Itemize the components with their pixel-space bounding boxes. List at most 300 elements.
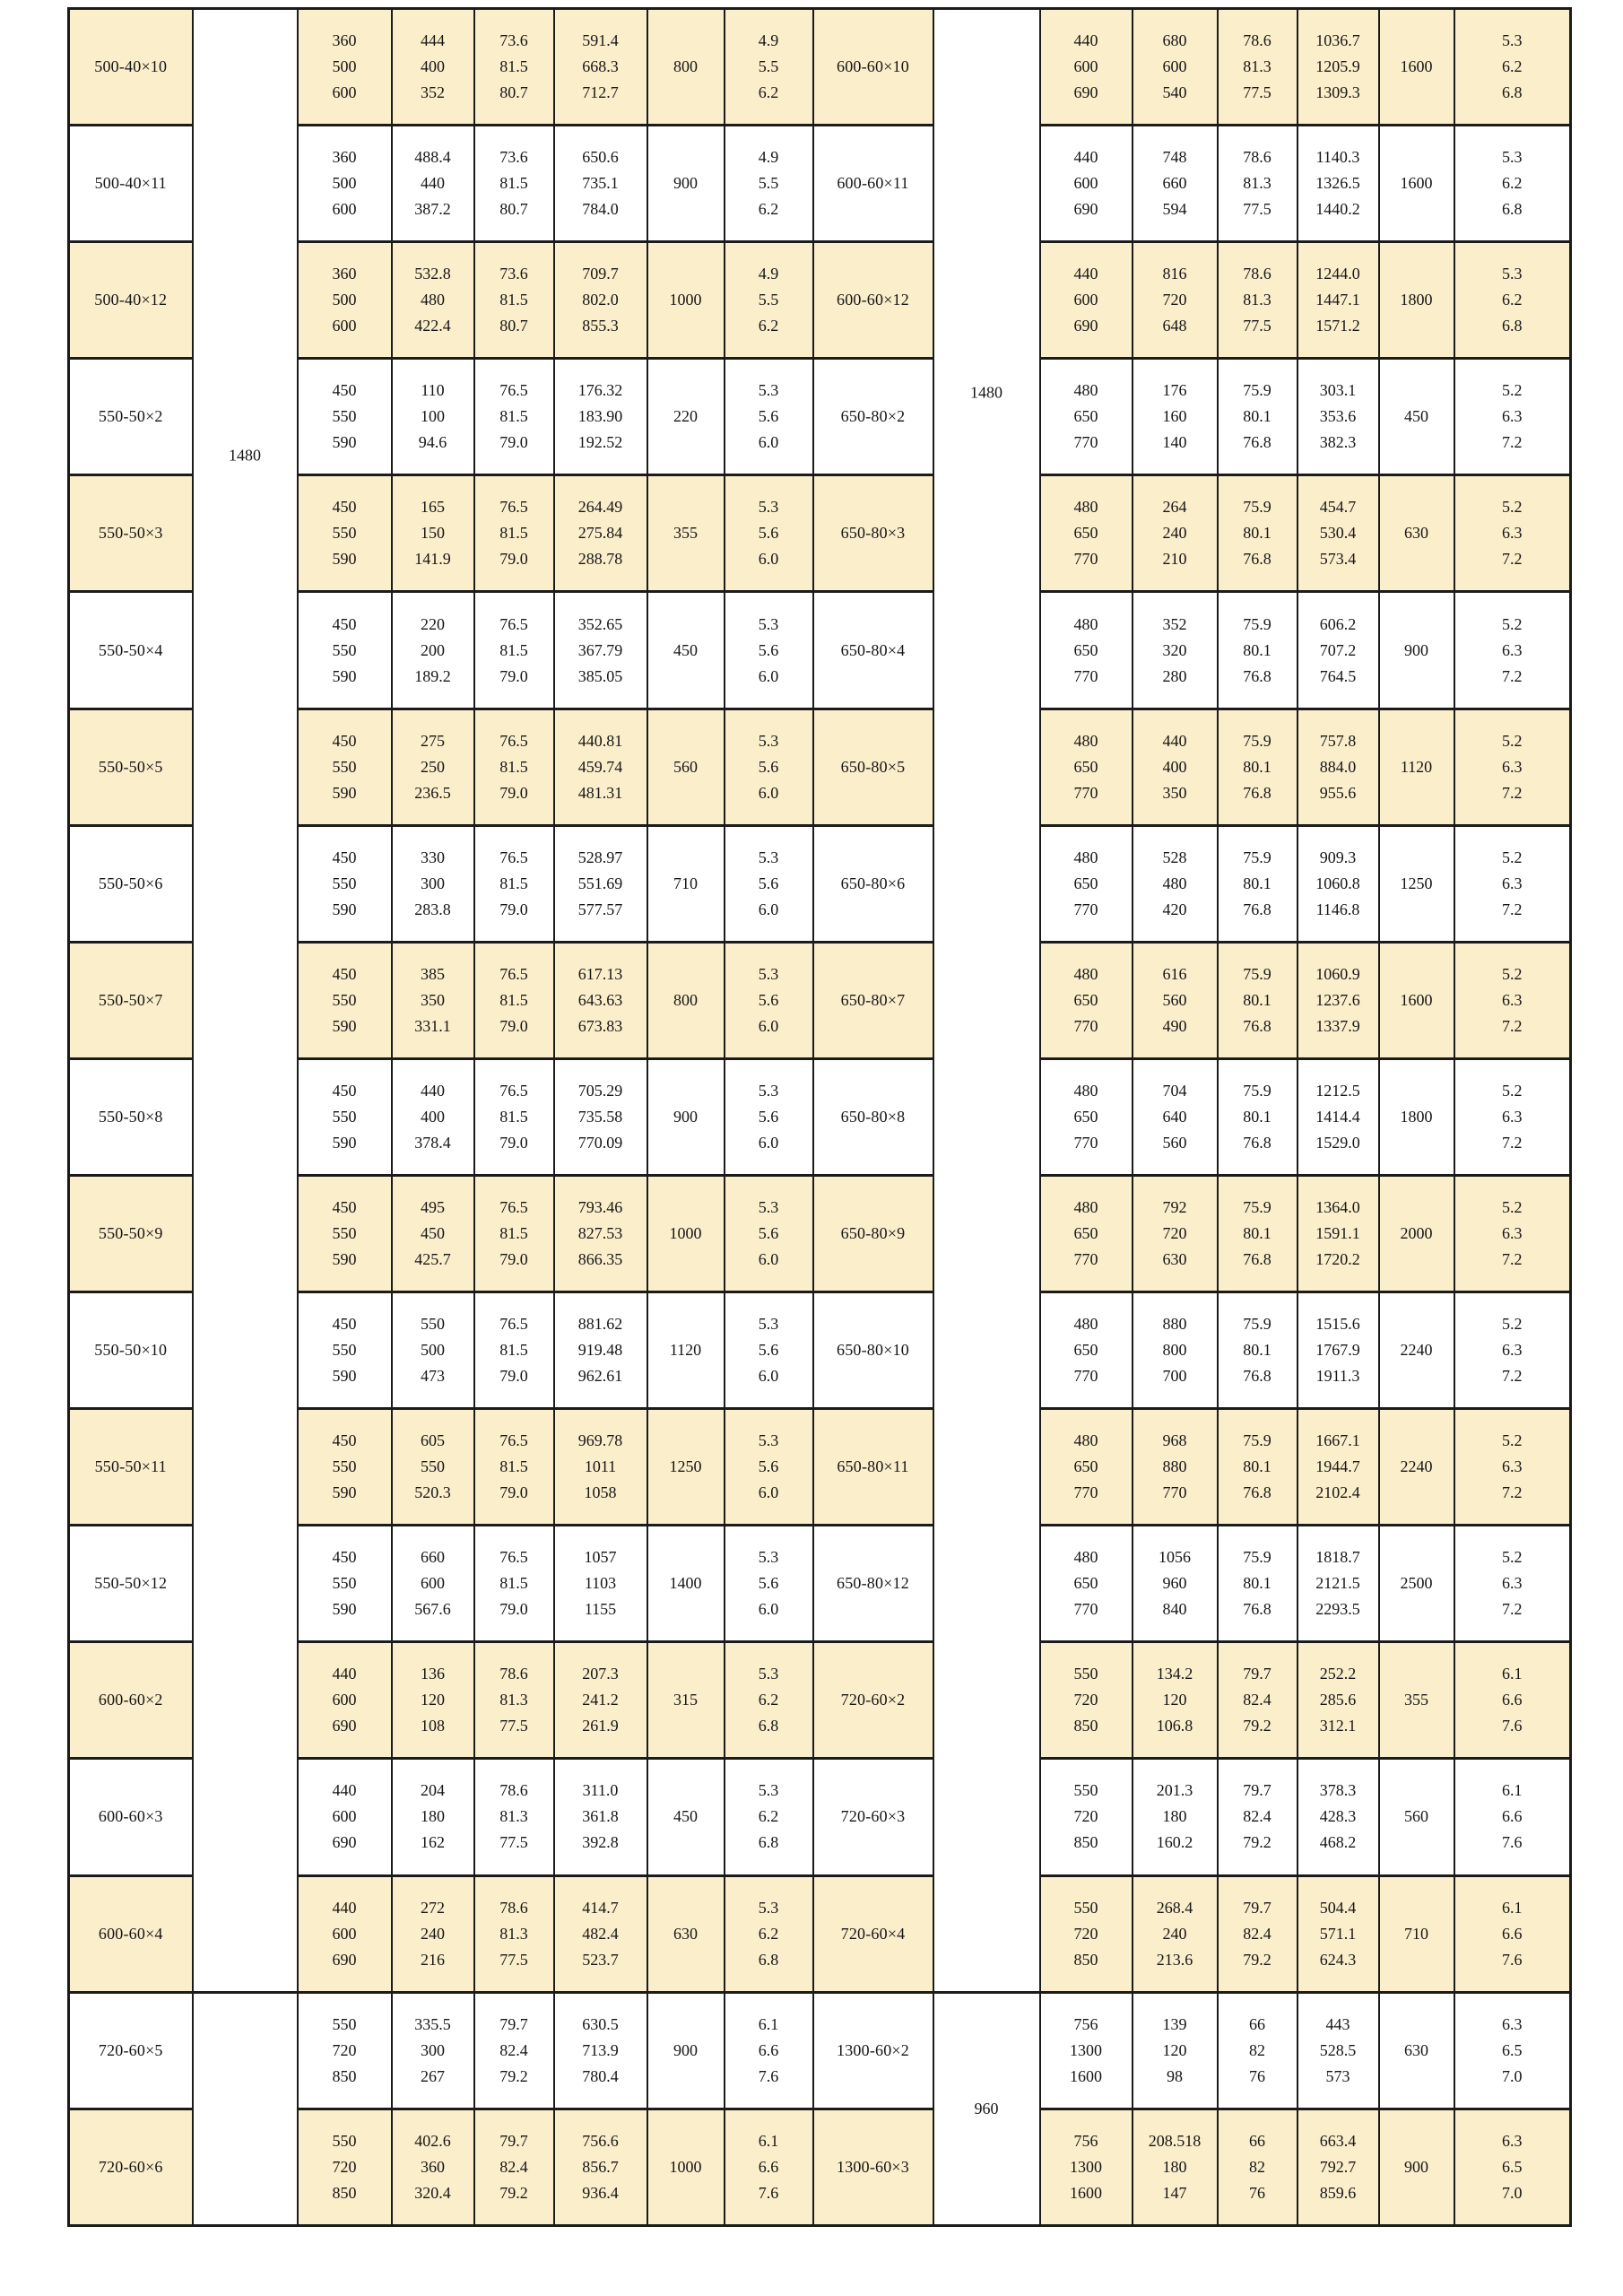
data-value: 79.0 bbox=[499, 433, 528, 452]
data-value: 1011 bbox=[584, 1457, 617, 1476]
data-value: 98 bbox=[1167, 2066, 1183, 2085]
data-cell-left-2 bbox=[474, 126, 554, 242]
data-cell-left-3 bbox=[554, 1642, 647, 1759]
model-cell-left: 600-60×4 bbox=[69, 1875, 193, 1992]
data-value: 480 bbox=[1073, 614, 1098, 633]
data-value: 5.2 bbox=[1502, 1431, 1523, 1450]
data-value: 5.3 bbox=[758, 964, 779, 983]
data-cell-left-2 bbox=[474, 242, 554, 359]
data-value: 560 bbox=[1162, 1133, 1187, 1152]
data-value: 165 bbox=[421, 498, 445, 517]
data-cell-right-4 bbox=[1454, 9, 1571, 126]
data-cell-right-0 bbox=[1040, 1058, 1133, 1175]
single-value-cell-left: 1250 bbox=[647, 1409, 725, 1526]
data-value: 443 bbox=[1325, 2014, 1350, 2033]
data-value: 1720.2 bbox=[1315, 1249, 1360, 1268]
data-value: 76.5 bbox=[499, 1548, 528, 1567]
data-cell-left-1 bbox=[392, 2109, 474, 2225]
model-cell-right: 600-60×10 bbox=[813, 9, 933, 126]
data-value: 528.97 bbox=[577, 848, 623, 866]
data-cell-left-2 bbox=[474, 1175, 554, 1292]
data-value: 4.9 bbox=[758, 148, 779, 167]
data-cell-left-0 bbox=[298, 1875, 392, 1992]
data-value: 640 bbox=[1162, 1107, 1187, 1126]
data-cell-right-0 bbox=[1040, 242, 1133, 359]
model-cell-right: 1300-60×2 bbox=[813, 1992, 933, 2109]
data-value: 78.6 bbox=[1243, 265, 1271, 283]
data-value: 450 bbox=[332, 1081, 357, 1100]
model-cell-right: 650-80×6 bbox=[813, 825, 933, 942]
single-value-cell-left: 710 bbox=[647, 825, 725, 942]
data-value: 530.4 bbox=[1319, 524, 1357, 543]
speed-label-right-top: 1480 bbox=[970, 383, 1002, 402]
data-value: 275 bbox=[421, 731, 445, 750]
data-value: 650 bbox=[1073, 1457, 1098, 1476]
data-value: 5.3 bbox=[758, 848, 779, 866]
data-value: 6.1 bbox=[1502, 1898, 1523, 1917]
data-value: 1036.7 bbox=[1315, 31, 1360, 50]
data-value: 600 bbox=[1073, 174, 1098, 193]
data-value: 1212.5 bbox=[1315, 1081, 1360, 1100]
data-cell-right-3 bbox=[1298, 1058, 1379, 1175]
data-value: 735.1 bbox=[582, 174, 619, 193]
data-value: 495 bbox=[421, 1197, 445, 1216]
data-value: 73.6 bbox=[499, 31, 528, 50]
data-value: 856.7 bbox=[582, 2157, 619, 2176]
data-value: 866.35 bbox=[577, 1249, 623, 1268]
data-value: 7.2 bbox=[1502, 433, 1523, 452]
data-value: 2102.4 bbox=[1315, 1483, 1360, 1502]
model-cell-left: 550-50×6 bbox=[69, 825, 193, 942]
data-value: 480 bbox=[1073, 1431, 1098, 1450]
data-value: 450 bbox=[332, 731, 357, 750]
data-value: 141.9 bbox=[414, 550, 451, 569]
model-cell-right: 650-80×2 bbox=[813, 359, 933, 475]
data-cell-right-0 bbox=[1040, 825, 1133, 942]
data-cell-left-2 bbox=[474, 1642, 554, 1759]
data-value: 480 bbox=[1162, 874, 1187, 892]
data-value: 440 bbox=[1073, 148, 1098, 167]
data-value: 1944.7 bbox=[1315, 1457, 1360, 1476]
data-value: 7.6 bbox=[758, 2183, 779, 2202]
data-value: 7.0 bbox=[1502, 2066, 1523, 2085]
data-value: 770 bbox=[1073, 666, 1098, 685]
data-value: 1414.4 bbox=[1315, 1107, 1360, 1126]
data-value: 78.6 bbox=[499, 1665, 528, 1683]
data-value: 5.5 bbox=[758, 57, 779, 76]
data-cell-right-2 bbox=[1218, 475, 1298, 592]
data-value: 792 bbox=[1162, 1197, 1187, 1216]
data-value: 480 bbox=[1073, 731, 1098, 750]
data-value: 360 bbox=[332, 31, 357, 50]
data-value: 550 bbox=[332, 990, 357, 1009]
data-value: 6.6 bbox=[758, 2157, 779, 2176]
data-cell-left-2 bbox=[474, 9, 554, 126]
data-value: 6.3 bbox=[1502, 1223, 1523, 1242]
single-value-cell-right: 630 bbox=[1379, 475, 1454, 592]
data-cell-left-3 bbox=[554, 592, 647, 709]
data-value: 650 bbox=[1073, 874, 1098, 892]
data-value: 240 bbox=[1162, 524, 1187, 543]
data-value: 100 bbox=[421, 407, 445, 426]
data-cell-left-4 bbox=[725, 1409, 813, 1526]
data-value: 840 bbox=[1162, 1600, 1187, 1619]
data-value: 81.3 bbox=[499, 1691, 528, 1709]
data-value: 590 bbox=[332, 433, 357, 452]
data-value: 6.0 bbox=[758, 1600, 779, 1619]
model-cell-left: 550-50×2 bbox=[69, 359, 193, 475]
data-value: 79.2 bbox=[1243, 1950, 1271, 1969]
data-cell-left-4 bbox=[725, 9, 813, 126]
data-value: 1155 bbox=[584, 1600, 617, 1619]
data-value: 1244.0 bbox=[1315, 265, 1360, 283]
single-value-cell-right: 2500 bbox=[1379, 1526, 1454, 1642]
data-value: 81.5 bbox=[499, 291, 528, 309]
data-value: 650 bbox=[1073, 524, 1098, 543]
data-value: 909.3 bbox=[1319, 848, 1357, 866]
data-cell-left-2 bbox=[474, 2109, 554, 2225]
data-cell-right-2 bbox=[1218, 126, 1298, 242]
data-cell-left-0 bbox=[298, 1292, 392, 1409]
single-value-cell-left: 900 bbox=[647, 126, 725, 242]
data-value: 79.0 bbox=[499, 666, 528, 685]
data-cell-left-1 bbox=[392, 359, 474, 475]
data-value: 488.4 bbox=[414, 148, 451, 167]
model-cell-right: 720-60×4 bbox=[813, 1875, 933, 1992]
data-cell-left-1 bbox=[392, 592, 474, 709]
data-value: 75.9 bbox=[1243, 1081, 1271, 1100]
data-value: 560 bbox=[1162, 990, 1187, 1009]
data-value: 1529.0 bbox=[1315, 1133, 1360, 1152]
single-value-cell-right: 355 bbox=[1379, 1642, 1454, 1759]
data-value: 6.3 bbox=[1502, 2131, 1523, 2150]
data-value: 850 bbox=[332, 2183, 357, 2202]
data-value: 668.3 bbox=[582, 57, 619, 76]
data-value: 76.8 bbox=[1243, 433, 1271, 452]
data-value: 80.7 bbox=[499, 200, 528, 219]
data-value: 780.4 bbox=[582, 2066, 619, 2085]
data-cell-right-0 bbox=[1040, 1992, 1133, 2109]
data-cell-left-1 bbox=[392, 1759, 474, 1875]
data-value: 880 bbox=[1162, 1315, 1187, 1334]
data-cell-right-3 bbox=[1298, 359, 1379, 475]
data-value: 573 bbox=[1325, 2066, 1350, 2085]
model-cell-left: 550-50×8 bbox=[69, 1058, 193, 1175]
data-value: 6.1 bbox=[1502, 1665, 1523, 1683]
data-cell-right-4 bbox=[1454, 2109, 1571, 2225]
data-value: 827.53 bbox=[577, 1223, 623, 1242]
data-value: 81.5 bbox=[499, 57, 528, 76]
data-value: 590 bbox=[332, 1483, 357, 1502]
model-cell-right: 650-80×5 bbox=[813, 709, 933, 825]
single-value-cell-right: 2240 bbox=[1379, 1409, 1454, 1526]
data-value: 550 bbox=[332, 2131, 357, 2150]
single-value-cell-right: 1600 bbox=[1379, 942, 1454, 1058]
data-value: 6.3 bbox=[1502, 1457, 1523, 1476]
data-value: 236.5 bbox=[414, 783, 451, 802]
data-value: 968 bbox=[1162, 1431, 1187, 1450]
data-cell-left-3 bbox=[554, 9, 647, 126]
data-value: 606.2 bbox=[1319, 614, 1357, 633]
data-value: 422.4 bbox=[414, 317, 451, 335]
data-value: 136 bbox=[421, 1665, 445, 1683]
data-cell-right-0 bbox=[1040, 359, 1133, 475]
data-value: 108 bbox=[421, 1717, 445, 1735]
data-value: 385.05 bbox=[577, 666, 623, 685]
data-value: 275.84 bbox=[577, 524, 623, 543]
data-value: 80.1 bbox=[1243, 524, 1271, 543]
single-value-cell-left: 630 bbox=[647, 1875, 725, 1992]
data-value: 79.0 bbox=[499, 1367, 528, 1386]
data-value: 6.1 bbox=[1502, 1781, 1523, 1800]
data-value: 162 bbox=[421, 1833, 445, 1852]
data-value: 6.2 bbox=[758, 317, 779, 335]
data-value: 320 bbox=[1162, 640, 1187, 659]
data-cell-right-2 bbox=[1218, 2109, 1298, 2225]
data-cell-left-3 bbox=[554, 1526, 647, 1642]
data-value: 859.6 bbox=[1319, 2183, 1357, 2202]
data-value: 134.2 bbox=[1156, 1665, 1193, 1683]
data-value: 770 bbox=[1073, 1249, 1098, 1268]
data-value: 600 bbox=[332, 317, 357, 335]
data-cell-right-3 bbox=[1298, 126, 1379, 242]
data-value: 78.6 bbox=[499, 1898, 528, 1917]
data-value: 176 bbox=[1162, 381, 1187, 400]
data-value: 82.4 bbox=[499, 2157, 528, 2176]
data-value: 605 bbox=[421, 1431, 445, 1450]
data-value: 106.8 bbox=[1156, 1717, 1193, 1735]
data-value: 7.2 bbox=[1502, 1600, 1523, 1619]
data-value: 352 bbox=[1162, 614, 1187, 633]
data-value: 6.0 bbox=[758, 783, 779, 802]
single-value-cell-right: 1800 bbox=[1379, 1058, 1454, 1175]
data-value: 591.4 bbox=[582, 31, 619, 50]
data-value: 7.2 bbox=[1502, 666, 1523, 685]
data-value: 210 bbox=[1162, 550, 1187, 569]
data-value: 80.7 bbox=[499, 83, 528, 102]
data-value: 573.4 bbox=[1319, 550, 1357, 569]
data-cell-right-3 bbox=[1298, 825, 1379, 942]
single-value-cell-right: 450 bbox=[1379, 359, 1454, 475]
data-value: 480 bbox=[1073, 1315, 1098, 1334]
data-value: 350 bbox=[1162, 783, 1187, 802]
data-value: 180 bbox=[1162, 2157, 1187, 2176]
model-cell-left: 500-40×10 bbox=[69, 9, 193, 126]
data-cell-right-1 bbox=[1133, 126, 1218, 242]
data-value: 5.6 bbox=[758, 874, 779, 892]
data-value: 77.5 bbox=[1243, 317, 1271, 335]
data-value: 76.8 bbox=[1243, 1249, 1271, 1268]
data-value: 81.5 bbox=[499, 1223, 528, 1242]
data-value: 6.8 bbox=[1502, 200, 1523, 219]
data-value: 75.9 bbox=[1243, 1315, 1271, 1334]
data-value: 500 bbox=[332, 291, 357, 309]
data-value: 490 bbox=[1162, 1016, 1187, 1035]
data-cell-right-1 bbox=[1133, 709, 1218, 825]
data-value: 473 bbox=[421, 1367, 445, 1386]
data-value: 660 bbox=[421, 1548, 445, 1567]
data-value: 400 bbox=[1162, 757, 1187, 776]
data-value: 147 bbox=[1162, 2183, 1187, 2202]
data-cell-left-2 bbox=[474, 1992, 554, 2109]
data-cell-left-4 bbox=[725, 242, 813, 359]
data-cell-right-0 bbox=[1040, 1526, 1133, 1642]
data-value: 320.4 bbox=[414, 2183, 451, 2202]
data-cell-right-4 bbox=[1454, 1642, 1571, 1759]
data-value: 352 bbox=[421, 83, 445, 102]
data-cell-left-3 bbox=[554, 1409, 647, 1526]
single-value-cell-right: 900 bbox=[1379, 592, 1454, 709]
data-value: 5.6 bbox=[758, 757, 779, 776]
data-value: 504.4 bbox=[1319, 1898, 1357, 1917]
data-value: 76.5 bbox=[499, 1197, 528, 1216]
data-value: 6.3 bbox=[1502, 1574, 1523, 1593]
single-value-cell-left: 450 bbox=[647, 592, 725, 709]
data-value: 5.3 bbox=[758, 1781, 779, 1800]
data-value: 770 bbox=[1162, 1483, 1187, 1502]
model-cell-left: 550-50×11 bbox=[69, 1409, 193, 1526]
single-value-cell-right: 1600 bbox=[1379, 9, 1454, 126]
data-value: 481.31 bbox=[577, 783, 623, 802]
data-value: 81.5 bbox=[499, 1574, 528, 1593]
data-cell-left-4 bbox=[725, 825, 813, 942]
data-value: 331.1 bbox=[414, 1016, 451, 1035]
data-value: 7.6 bbox=[1502, 1833, 1523, 1852]
data-cell-left-0 bbox=[298, 592, 392, 709]
data-value: 350 bbox=[421, 990, 445, 1009]
data-value: 590 bbox=[332, 1600, 357, 1619]
data-value: 720 bbox=[1073, 1807, 1098, 1826]
data-value: 5.2 bbox=[1502, 1315, 1523, 1334]
data-value: 79.2 bbox=[1243, 1717, 1271, 1735]
data-value: 450 bbox=[332, 1548, 357, 1567]
data-value: 7.2 bbox=[1502, 1249, 1523, 1268]
data-value: 784.0 bbox=[582, 200, 619, 219]
data-value: 79.0 bbox=[499, 1249, 528, 1268]
single-value-cell-left: 1400 bbox=[647, 1526, 725, 1642]
data-value: 712.7 bbox=[582, 83, 619, 102]
data-value: 567.6 bbox=[414, 1600, 451, 1619]
data-value: 75.9 bbox=[1243, 1431, 1271, 1450]
data-value: 550 bbox=[332, 757, 357, 776]
model-cell-left: 550-50×7 bbox=[69, 942, 193, 1058]
data-value: 6.2 bbox=[1502, 291, 1523, 309]
data-value: 7.2 bbox=[1502, 1133, 1523, 1152]
data-value: 6.8 bbox=[758, 1717, 779, 1735]
data-value: 6.2 bbox=[758, 1924, 779, 1943]
data-cell-right-2 bbox=[1218, 1058, 1298, 1175]
data-cell-left-1 bbox=[392, 1292, 474, 1409]
data-value: 6.0 bbox=[758, 1483, 779, 1502]
data-value: 6.8 bbox=[758, 1833, 779, 1852]
data-value: 6.3 bbox=[1502, 874, 1523, 892]
data-value: 480 bbox=[1073, 1548, 1098, 1567]
data-value: 220 bbox=[421, 614, 445, 633]
model-cell-left: 550-50×4 bbox=[69, 592, 193, 709]
data-value: 79.0 bbox=[499, 1483, 528, 1502]
single-value-cell-right: 2240 bbox=[1379, 1292, 1454, 1409]
data-cell-left-0 bbox=[298, 709, 392, 825]
data-value: 264 bbox=[1162, 498, 1187, 517]
data-cell-right-2 bbox=[1218, 9, 1298, 126]
data-cell-right-3 bbox=[1298, 1992, 1379, 2109]
data-value: 6.3 bbox=[1502, 757, 1523, 776]
data-value: 5.2 bbox=[1502, 381, 1523, 400]
data-cell-left-3 bbox=[554, 2109, 647, 2225]
data-value: 520.3 bbox=[414, 1483, 451, 1502]
data-value: 81.5 bbox=[499, 757, 528, 776]
data-value: 440 bbox=[332, 1665, 357, 1683]
model-cell-left: 600-60×3 bbox=[69, 1759, 193, 1875]
data-value: 648 bbox=[1162, 317, 1187, 335]
data-cell-left-1 bbox=[392, 1409, 474, 1526]
data-value: 425.7 bbox=[414, 1249, 451, 1268]
data-value: 550 bbox=[332, 1457, 357, 1476]
data-value: 450 bbox=[332, 1197, 357, 1216]
data-value: 450 bbox=[332, 614, 357, 633]
data-value: 201.3 bbox=[1156, 1781, 1193, 1800]
data-value: 936.4 bbox=[582, 2183, 619, 2202]
data-value: 480 bbox=[1073, 848, 1098, 866]
data-value: 650.6 bbox=[582, 148, 619, 167]
data-value: 5.2 bbox=[1502, 1197, 1523, 1216]
data-value: 6.3 bbox=[1502, 1341, 1523, 1360]
data-value: 680 bbox=[1162, 31, 1187, 50]
data-value: 392.8 bbox=[582, 1833, 619, 1852]
data-cell-left-3 bbox=[554, 475, 647, 592]
data-value: 81.5 bbox=[499, 1457, 528, 1476]
data-value: 330 bbox=[421, 848, 445, 866]
data-value: 770 bbox=[1073, 783, 1098, 802]
data-value: 79.0 bbox=[499, 1600, 528, 1619]
data-value: 550 bbox=[421, 1457, 445, 1476]
single-value-cell-left: 560 bbox=[647, 709, 725, 825]
data-value: 76.8 bbox=[1243, 1600, 1271, 1619]
data-value: 204 bbox=[421, 1781, 445, 1800]
data-cell-left-2 bbox=[474, 592, 554, 709]
single-value-cell-right: 710 bbox=[1379, 1875, 1454, 1992]
data-value: 650 bbox=[1073, 1341, 1098, 1360]
data-value: 6.2 bbox=[758, 1691, 779, 1709]
data-value: 312.1 bbox=[1319, 1717, 1357, 1735]
data-cell-right-3 bbox=[1298, 1409, 1379, 1526]
data-cell-left-4 bbox=[725, 2109, 813, 2225]
data-value: 7.2 bbox=[1502, 900, 1523, 918]
data-value: 770 bbox=[1073, 1133, 1098, 1152]
data-value: 444 bbox=[421, 31, 445, 50]
data-value: 5.6 bbox=[758, 1574, 779, 1593]
data-value: 75.9 bbox=[1243, 964, 1271, 983]
data-value: 6.8 bbox=[758, 1950, 779, 1969]
data-value: 120 bbox=[1162, 2040, 1187, 2059]
data-value: 76.8 bbox=[1243, 1016, 1271, 1035]
data-value: 1364.0 bbox=[1315, 1197, 1360, 1216]
data-value: 532.8 bbox=[414, 265, 451, 283]
data-cell-left-1 bbox=[392, 709, 474, 825]
data-value: 4.9 bbox=[758, 265, 779, 283]
data-value: 480 bbox=[1073, 1081, 1098, 1100]
data-value: 440 bbox=[421, 1081, 445, 1100]
data-value: 2293.5 bbox=[1315, 1600, 1360, 1619]
data-cell-left-3 bbox=[554, 942, 647, 1058]
single-value-cell-left: 450 bbox=[647, 1759, 725, 1875]
data-cell-right-1 bbox=[1133, 1292, 1218, 1409]
data-cell-right-3 bbox=[1298, 1759, 1379, 1875]
data-value: 6.3 bbox=[1502, 407, 1523, 426]
data-value: 550 bbox=[332, 1107, 357, 1126]
data-cell-left-1 bbox=[392, 1058, 474, 1175]
data-cell-left-3 bbox=[554, 1759, 647, 1875]
